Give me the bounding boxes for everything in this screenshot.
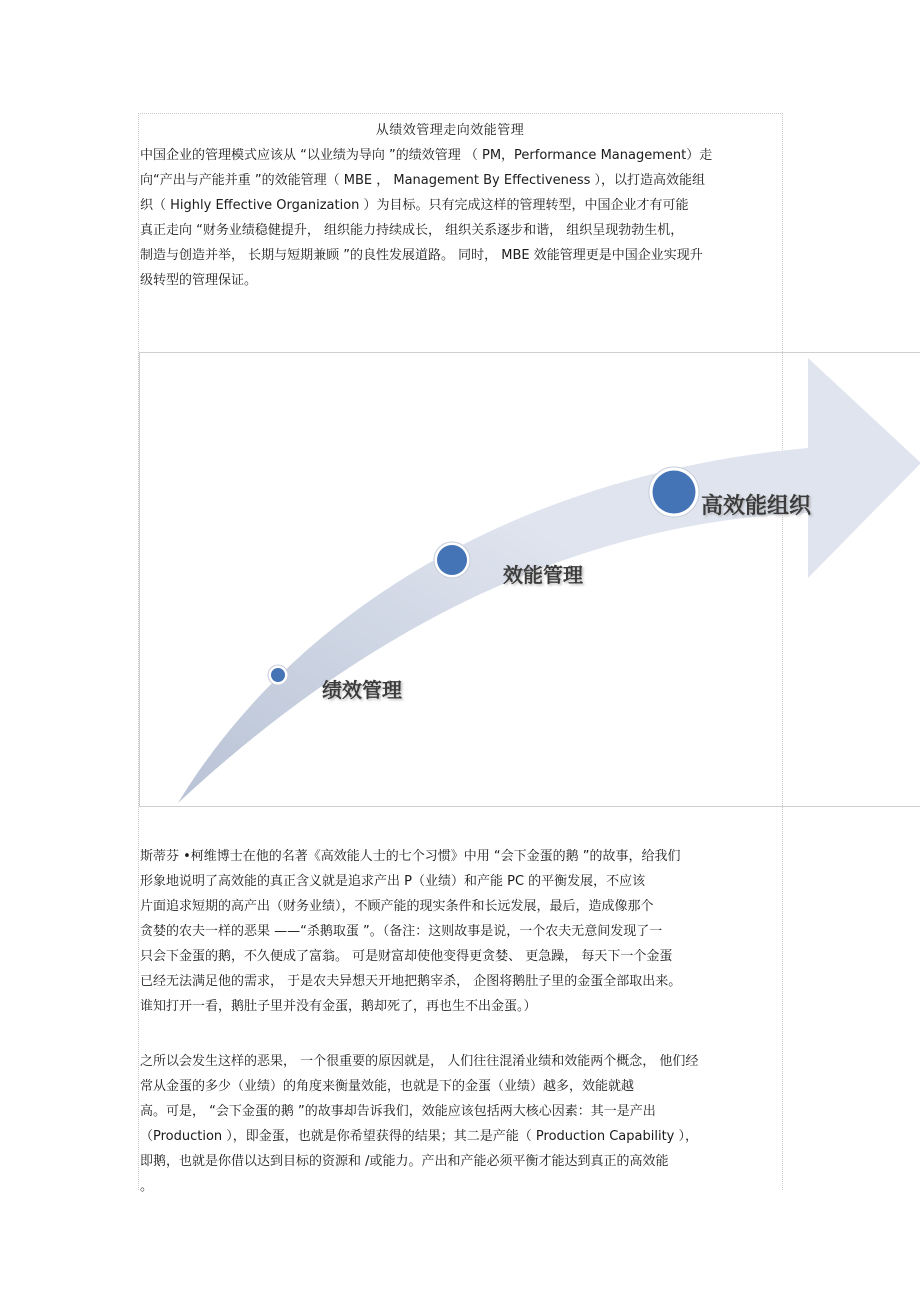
text-line: 中国企业的管理模式应该从 “以业绩为导向 ”的绩效管理 （ PM，Performance Management）走	[140, 148, 713, 163]
text-line: 制造与创造并举， 长期与短期兼顾 ”的良性发展道路。 同时， MBE 效能管理更是中国企业实现升	[140, 248, 703, 263]
reason-paragraph	[140, 1049, 785, 1199]
text-line: 片面追求短期的高产出（财务业绩），不顾产能的现实条件和长远发展，最后，造成像那个	[140, 899, 654, 914]
evolution-diagram	[139, 352, 920, 807]
growth-arrow-graphic	[140, 353, 920, 807]
stage-node-performance	[268, 665, 288, 685]
text-line: 谁知打开一看，鹅肚子里并没有金蛋，鹅却死了，再也生不出金蛋。）	[140, 999, 537, 1014]
text-line: 即鹅，也就是你借以达到目标的资源和 /或能力。产出和产能必须平衡才能达到真正的高效能	[140, 1154, 669, 1169]
text-line: 已经无法满足他的需求， 于是农夫异想天开地把鹅宰杀， 企图将鹅肚子里的金蛋全部取出来。	[140, 974, 682, 989]
text-line: 只会下金蛋的鹅，不久便成了富翁。 可是财富却使他变得更贪婪、 更急躁， 每天下一个金蛋	[140, 949, 673, 964]
stage-label-effectiveness: 效能管理	[503, 563, 583, 587]
text-line: 之所以会发生这样的恶果， 一个很重要的原因就是， 人们往往混淆业绩和效能两个概念， 他们经	[140, 1054, 699, 1069]
stage-label-performance: 绩效管理	[322, 678, 402, 702]
page-title: 从绩效管理走向效能管理	[375, 123, 525, 138]
text-line: 真正走向 “财务业绩稳健提升， 组织能力持续成长， 组织关系逐步和谐， 组织呈现勃勃生机，	[140, 223, 684, 238]
intro-paragraph	[140, 143, 785, 293]
text-line: （Production ），即金蛋，也就是你希望获得的结果；其二是产能（ Production Capability ），	[140, 1129, 698, 1144]
stage-node-effectiveness	[434, 542, 470, 578]
text-line: 。	[140, 1179, 154, 1194]
text-line: 常从金蛋的多少（业绩）的角度来衡量效能，也就是下的金蛋（业绩）越多，效能就越	[140, 1079, 635, 1094]
story-paragraph	[140, 844, 785, 1019]
stage-node-high-effective-org	[649, 467, 699, 517]
text-line: 形象地说明了高效能的真正含义就是追求产出 P（业绩）和产能 PC 的平衡发展，不应该	[140, 874, 646, 889]
text-line: 级转型的管理保证。	[140, 273, 258, 288]
text-line: 斯蒂芬 •柯维博士在他的名著《高效能人士的七个习惯》中用 “会下金蛋的鹅 ”的故事，给我们	[140, 849, 681, 864]
frame-top-line	[138, 113, 783, 114]
text-line: 高。可是， “会下金蛋的鹅 ”的故事却告诉我们，效能应该包括两大核心因素：其一是产出	[140, 1104, 656, 1119]
stage-label-high-effective-org: 高效能组织	[701, 494, 812, 519]
text-line: 向“产出与产能并重 ”的效能管理（ MBE ， Management By Effectiveness ），以打造高效能组	[140, 173, 705, 188]
text-line: 贪婪的农夫一样的恶果 ——“杀鹅取蛋 ”。（备注：这则故事是说，一个农夫无意间发现了一	[140, 924, 663, 939]
text-line: 织（ Highly Effective Organization ）为目标。只有完成这样的管理转型，中国企业才有可能	[140, 198, 689, 213]
